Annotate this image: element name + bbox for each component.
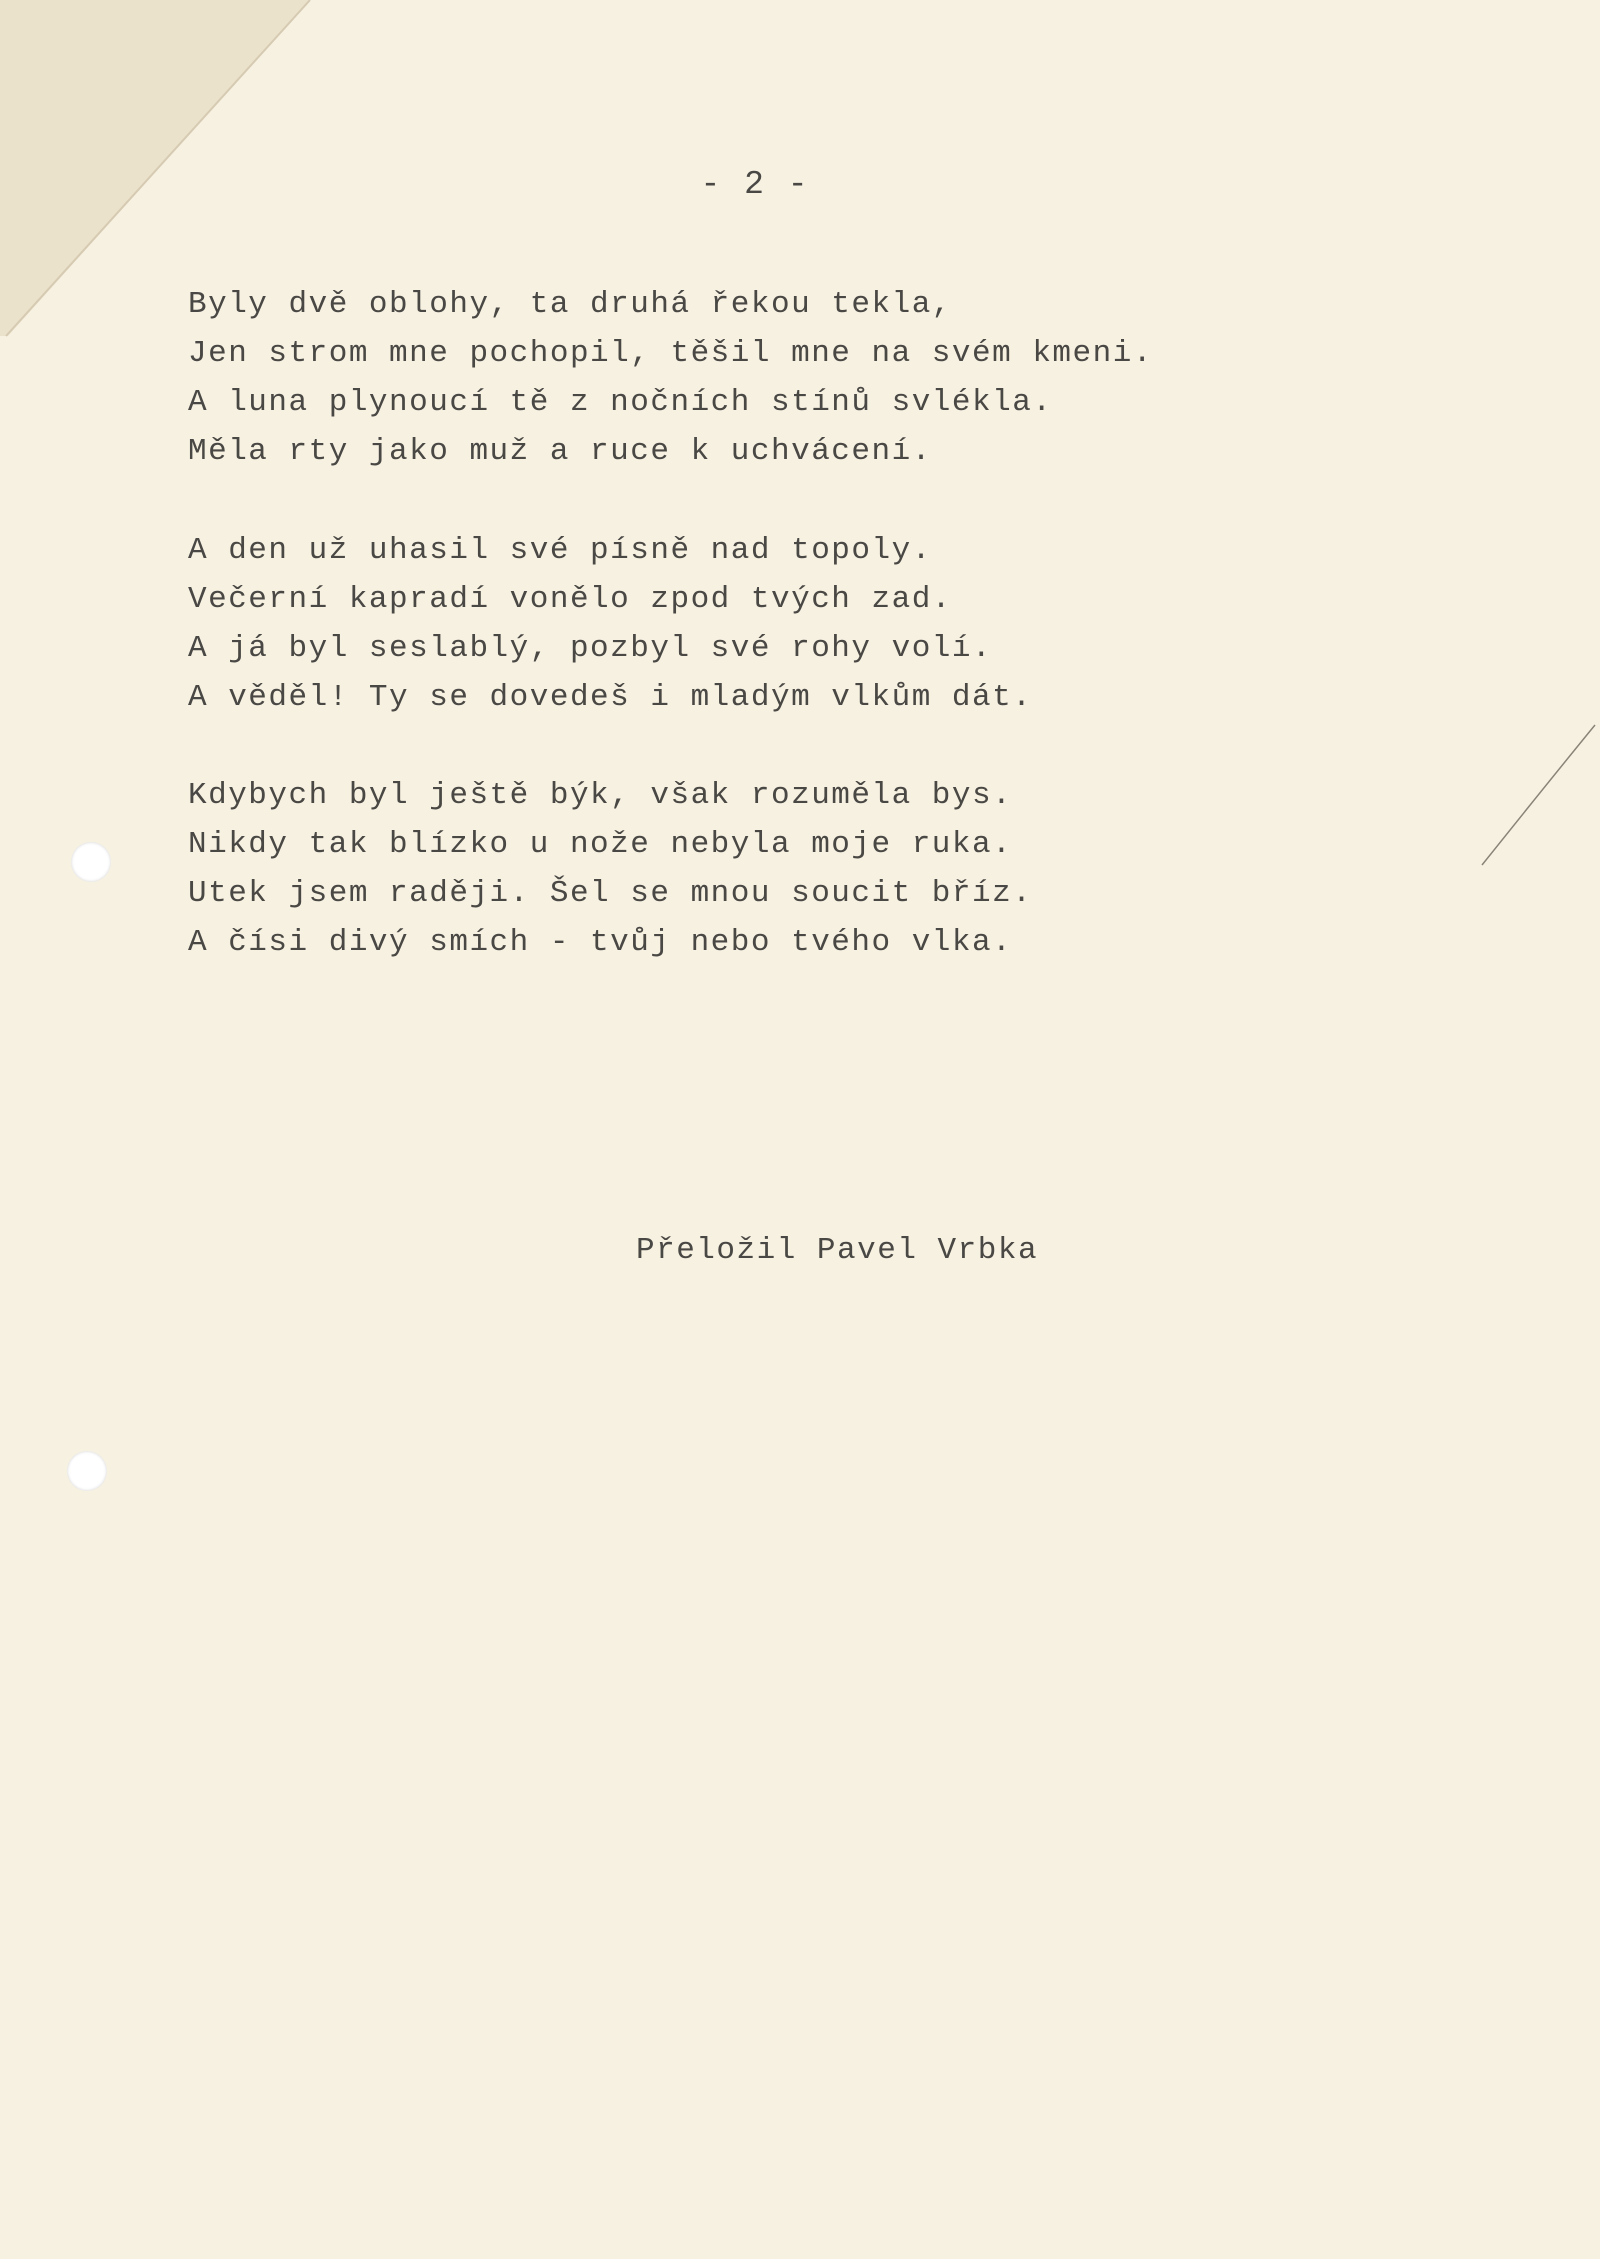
- punch-hole: [67, 1451, 107, 1491]
- poem-stanza: [188, 771, 1032, 967]
- punch-hole: [71, 842, 111, 882]
- pencil-mark: [1470, 720, 1600, 870]
- poem-line: Nikdy tak blízko u nože nebyla moje ruka.: [188, 827, 1013, 862]
- poem-line: Večerní kapradí vonělo zpod tvých zad.: [188, 582, 952, 617]
- poem-line: A den už uhasil své písně nad topoly.: [188, 533, 932, 568]
- translator-credit: Přeložil Pavel Vrbka: [636, 1233, 1039, 1268]
- poem-line: Byly dvě oblohy, ta druhá řekou tekla,: [188, 287, 952, 322]
- poem-line: Utek jsem raději. Šel se mnou soucit bříz.: [188, 876, 1033, 911]
- poem-line: A já byl seslablý, pozbyl své rohy volí.: [188, 631, 993, 666]
- poem-stanza: [188, 526, 1032, 722]
- page-number: - 2 -: [700, 166, 810, 203]
- poem-line: A věděl! Ty se dovedeš i mladým vlkům dát.: [188, 680, 1033, 715]
- poem-line: A luna plynoucí tě z nočních stínů svlékla.: [188, 385, 1053, 420]
- poem-line: A čísi divý smích - tvůj nebo tvého vlka.: [188, 925, 1013, 960]
- poem-line: Jen strom mne pochopil, těšil mne na svém kmeni.: [188, 336, 1153, 371]
- poem-stanza: [188, 280, 1153, 476]
- poem-line: Měla rty jako muž a ruce k uchvácení.: [188, 434, 932, 469]
- poem-line: Kdybych byl ještě býk, však rozuměla bys.: [188, 778, 1013, 813]
